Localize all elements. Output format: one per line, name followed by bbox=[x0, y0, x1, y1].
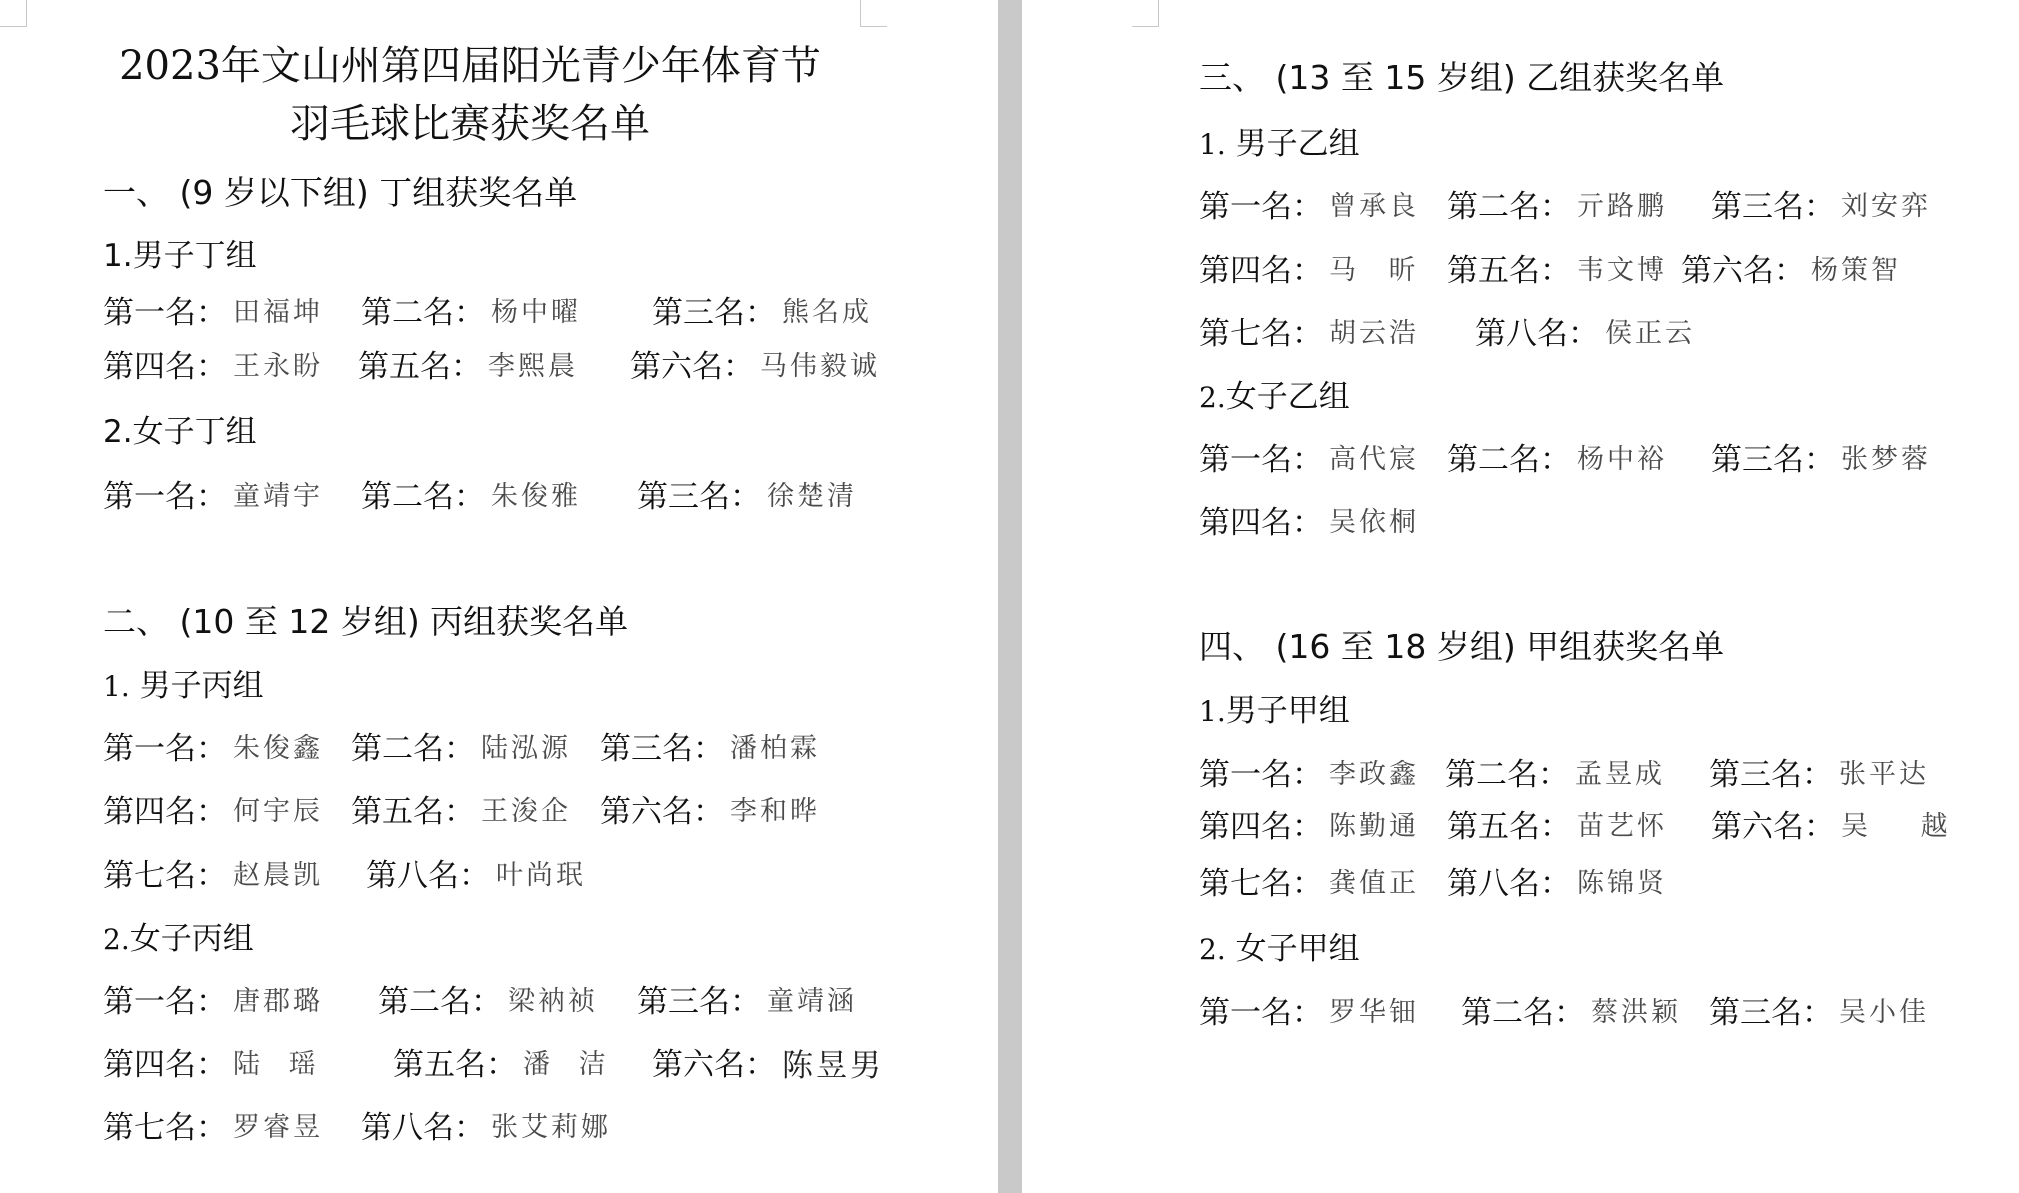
rank-label: 第二名： bbox=[361, 295, 485, 331]
winner-name: 张艾莉娜 bbox=[491, 1112, 611, 1143]
winner-name: 陈昱男 bbox=[782, 1048, 884, 1084]
award-row bbox=[1022, 308, 2019, 352]
document-title-line2: 羽毛球比赛获奖名单 bbox=[290, 101, 650, 147]
award-row bbox=[0, 723, 998, 767]
rank-label: 第五名： bbox=[1447, 253, 1571, 289]
rank-label: 第七名： bbox=[103, 1110, 227, 1146]
winner-name: 张平达 bbox=[1839, 759, 1929, 790]
group-label-boys-bing: 1. 男子丙组 bbox=[103, 668, 264, 704]
group-label-boys-ding: 1.男子丁组 bbox=[103, 238, 257, 274]
group-label-girls-bing: 2.女子丙组 bbox=[103, 921, 254, 957]
winner-name: 杨策智 bbox=[1811, 255, 1901, 286]
winner-name: 蔡洪颖 bbox=[1591, 997, 1681, 1028]
winner-name: 马伟毅诚 bbox=[760, 351, 880, 382]
rank-label: 第三名： bbox=[1709, 995, 1833, 1031]
section-heading-bing: 二、 (10 至 12 岁组) 丙组获奖名单 bbox=[103, 602, 629, 641]
rank-label: 第二名： bbox=[1447, 189, 1571, 225]
rank-label: 第六名： bbox=[600, 794, 724, 830]
rank-label: 第八名： bbox=[361, 1110, 485, 1146]
rank-label: 第五名： bbox=[358, 349, 482, 385]
winner-name: 童靖宇 bbox=[233, 481, 323, 512]
winner-name: 曾承良 bbox=[1329, 191, 1419, 222]
award-row bbox=[0, 341, 998, 385]
rank-label: 第二名： bbox=[1461, 995, 1585, 1031]
document-title-line1: 2023年文山州第四届阳光青少年体育节 bbox=[119, 43, 821, 89]
margin-corner-mark bbox=[860, 0, 887, 27]
margin-corner-mark bbox=[0, 0, 27, 27]
rank-label: 第二名： bbox=[1447, 442, 1571, 478]
winner-name: 马 昕 bbox=[1329, 255, 1428, 286]
rank-label: 第八名： bbox=[1447, 866, 1571, 902]
award-row bbox=[1022, 801, 2019, 845]
winner-name: 李政鑫 bbox=[1329, 759, 1419, 790]
rank-label: 第二名： bbox=[351, 731, 475, 767]
group-label-girls-ding: 2.女子丁组 bbox=[103, 414, 257, 450]
rank-label: 第二名： bbox=[378, 984, 502, 1020]
rank-label: 第四名： bbox=[103, 1047, 227, 1083]
group-label-girls-jia: 2. 女子甲组 bbox=[1199, 931, 1360, 967]
rank-label: 第五名： bbox=[393, 1047, 517, 1083]
winner-name: 王浚企 bbox=[481, 796, 571, 827]
document-page-left bbox=[0, 0, 998, 1193]
winner-name: 苗艺怀 bbox=[1577, 811, 1667, 842]
winner-name: 朱俊雅 bbox=[491, 481, 581, 512]
document-page-right bbox=[1022, 0, 2019, 1193]
winner-name: 陆泓源 bbox=[481, 733, 571, 764]
rank-label: 第一名： bbox=[1199, 442, 1323, 478]
rank-label: 第六名： bbox=[1681, 253, 1805, 289]
winner-name: 高代宸 bbox=[1329, 444, 1419, 475]
group-label-boys-jia: 1.男子甲组 bbox=[1199, 693, 1350, 729]
winner-name: 韦文博 bbox=[1577, 255, 1667, 286]
winner-name: 熊名成 bbox=[782, 297, 872, 328]
winner-name: 赵晨凯 bbox=[233, 860, 323, 891]
winner-name: 梁衲祯 bbox=[508, 986, 598, 1017]
rank-label: 第三名： bbox=[1709, 757, 1833, 793]
rank-label: 第三名： bbox=[637, 984, 761, 1020]
award-row bbox=[0, 471, 998, 515]
rank-label: 第五名： bbox=[351, 794, 475, 830]
award-row bbox=[0, 850, 998, 894]
section-heading-yi: 三、 (13 至 15 岁组) 乙组获奖名单 bbox=[1199, 58, 1725, 97]
award-row bbox=[1022, 245, 2019, 289]
rank-label: 第三名： bbox=[637, 479, 761, 515]
rank-label: 第三名： bbox=[600, 731, 724, 767]
rank-label: 第一名： bbox=[103, 479, 227, 515]
rank-label: 第八名： bbox=[1475, 316, 1599, 352]
award-row bbox=[1022, 497, 2019, 541]
winner-name: 罗睿昱 bbox=[233, 1112, 323, 1143]
rank-label: 第一名： bbox=[1199, 189, 1323, 225]
rank-label: 第四名： bbox=[1199, 505, 1323, 541]
winner-name: 李和晔 bbox=[730, 796, 820, 827]
rank-label: 第四名： bbox=[103, 349, 227, 385]
winner-name: 陆 瑶 bbox=[233, 1049, 326, 1080]
award-row bbox=[1022, 858, 2019, 902]
rank-label: 第四名： bbox=[103, 794, 227, 830]
rank-label: 第三名： bbox=[1711, 189, 1835, 225]
rank-label: 第五名： bbox=[1447, 809, 1571, 845]
winner-name: 何宇辰 bbox=[233, 796, 323, 827]
winner-name: 杨中曜 bbox=[491, 297, 581, 328]
group-label-girls-yi: 2.女子乙组 bbox=[1199, 379, 1350, 415]
award-row bbox=[1022, 434, 2019, 478]
rank-label: 第三名： bbox=[652, 295, 776, 331]
page-gutter bbox=[998, 0, 1022, 1193]
winner-name: 朱俊鑫 bbox=[233, 733, 323, 764]
rank-label: 第六名： bbox=[630, 349, 754, 385]
rank-label: 第一名： bbox=[103, 295, 227, 331]
rank-label: 第一名： bbox=[1199, 995, 1323, 1031]
winner-name: 杨中裕 bbox=[1577, 444, 1667, 475]
margin-corner-mark bbox=[1132, 0, 1159, 27]
winner-name: 童靖涵 bbox=[767, 986, 857, 1017]
rank-label: 第四名： bbox=[1199, 809, 1323, 845]
rank-label: 第七名： bbox=[1199, 316, 1323, 352]
section-heading-jia: 四、 (16 至 18 岁组) 甲组获奖名单 bbox=[1199, 627, 1725, 666]
award-row bbox=[0, 786, 998, 830]
award-row bbox=[0, 1102, 998, 1146]
award-row bbox=[0, 1039, 998, 1083]
winner-name: 侯正云 bbox=[1605, 318, 1695, 349]
winner-name: 吴小佳 bbox=[1839, 997, 1929, 1028]
award-row bbox=[0, 976, 998, 1020]
winner-name: 罗华钿 bbox=[1329, 997, 1419, 1028]
winner-name: 潘 洁 bbox=[523, 1049, 616, 1080]
group-label-boys-yi: 1. 男子乙组 bbox=[1199, 126, 1360, 162]
winner-name: 胡云浩 bbox=[1329, 318, 1419, 349]
rank-label: 第六名： bbox=[652, 1047, 776, 1083]
award-row bbox=[1022, 181, 2019, 225]
winner-name: 叶尚珉 bbox=[496, 860, 586, 891]
rank-label: 第一名： bbox=[1199, 757, 1323, 793]
winner-name: 亓路鹏 bbox=[1577, 191, 1667, 222]
section-heading-ding: 一、 (9 岁以下组) 丁组获奖名单 bbox=[103, 173, 578, 212]
rank-label: 第一名： bbox=[103, 731, 227, 767]
rank-label: 第八名： bbox=[366, 858, 490, 894]
rank-label: 第四名： bbox=[1199, 253, 1323, 289]
winner-name: 刘安弈 bbox=[1841, 191, 1931, 222]
winner-name: 王永盼 bbox=[233, 351, 323, 382]
award-row bbox=[1022, 987, 2019, 1031]
winner-name: 吴 越 bbox=[1841, 811, 1970, 842]
rank-label: 第七名： bbox=[1199, 866, 1323, 902]
award-row bbox=[1022, 749, 2019, 793]
winner-name: 龚值正 bbox=[1329, 868, 1419, 899]
rank-label: 第七名： bbox=[103, 858, 227, 894]
rank-label: 第一名： bbox=[103, 984, 227, 1020]
rank-label: 第二名： bbox=[1445, 757, 1569, 793]
winner-name: 吴依桐 bbox=[1329, 507, 1419, 538]
winner-name: 陈锦贤 bbox=[1577, 868, 1667, 899]
winner-name: 孟昱成 bbox=[1575, 759, 1665, 790]
winner-name: 徐楚清 bbox=[767, 481, 857, 512]
winner-name: 潘柏霖 bbox=[730, 733, 820, 764]
rank-label: 第二名： bbox=[361, 479, 485, 515]
winner-name: 李熙晨 bbox=[488, 351, 578, 382]
winner-name: 张梦蓉 bbox=[1841, 444, 1931, 475]
winner-name: 陈勤通 bbox=[1329, 811, 1419, 842]
winner-name: 田福坤 bbox=[233, 297, 323, 328]
rank-label: 第三名： bbox=[1711, 442, 1835, 478]
winner-name: 唐郡璐 bbox=[233, 986, 323, 1017]
rank-label: 第六名： bbox=[1711, 809, 1835, 845]
award-row bbox=[0, 287, 998, 331]
